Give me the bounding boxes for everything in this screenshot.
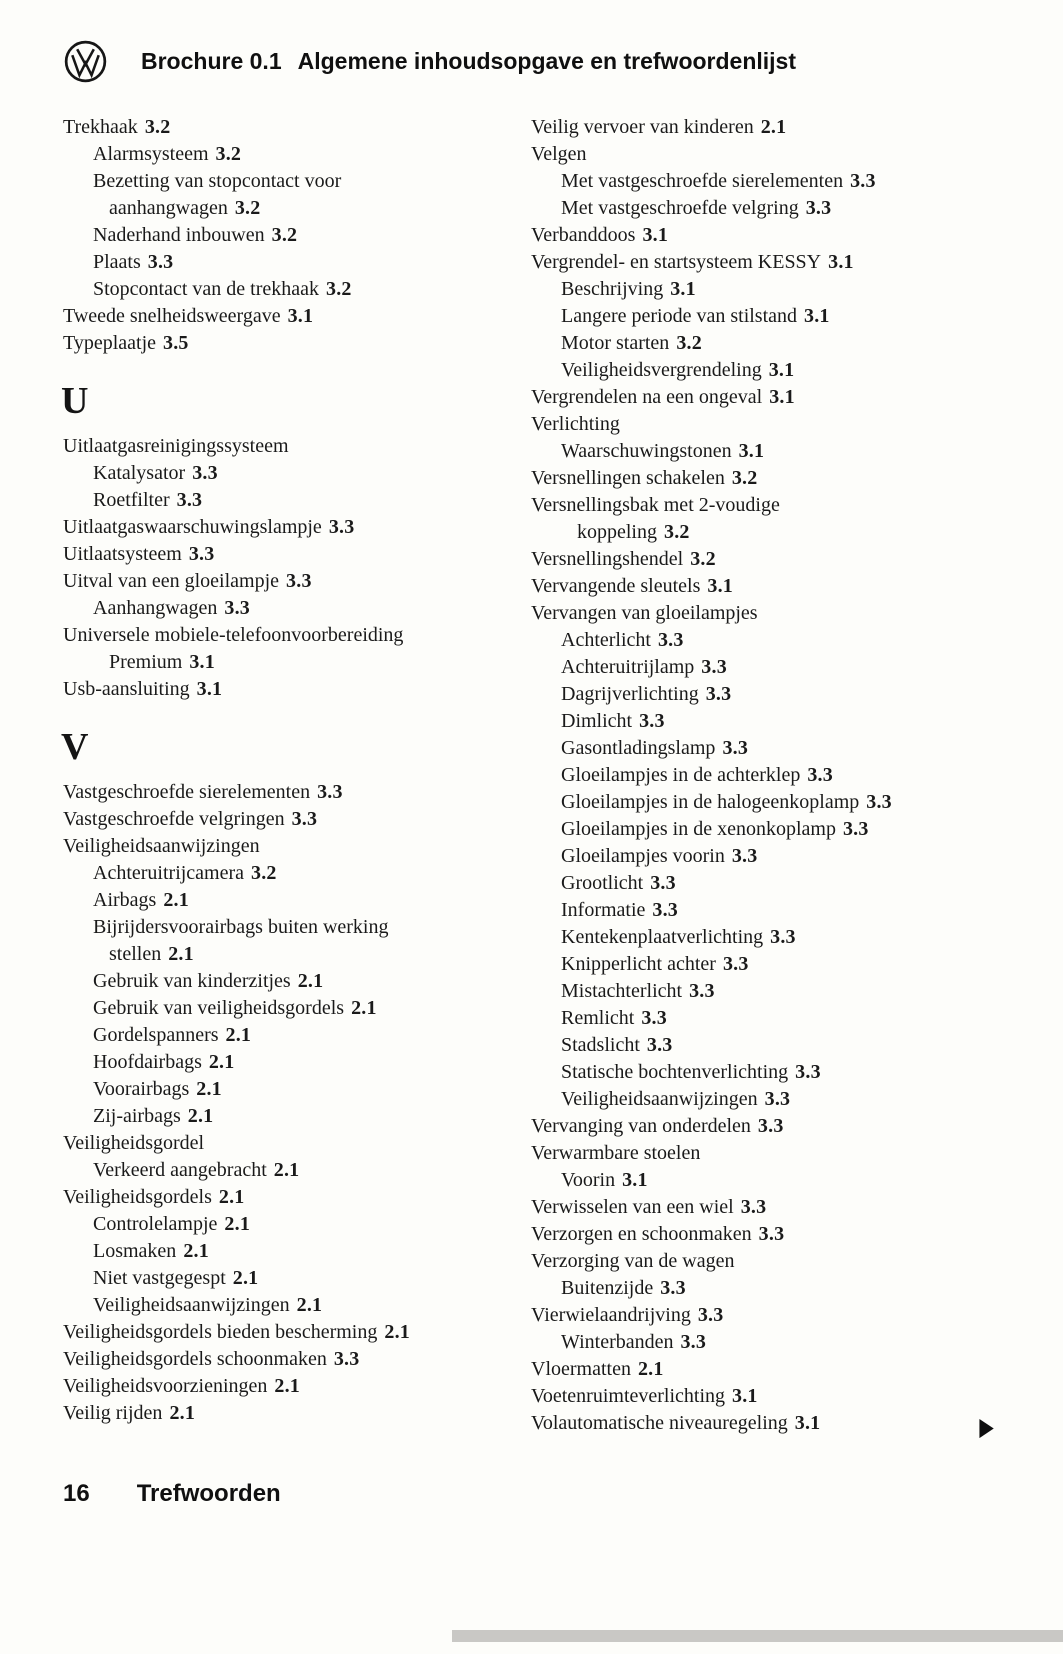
index-entry: Controlelampje 2.1 [93,1213,251,1235]
page-ref: 3.3 [740,1196,767,1218]
header-title-row [141,48,796,75]
index-entry: Vergrendelen na een ongeval 3.1 [531,386,795,408]
index-entry: Vloermatten 2.1 [531,1358,664,1380]
index-entry: Plaats 3.3 [93,251,174,273]
page-footer [63,1480,281,1508]
index-entry: Veiligheidsvergrendeling 3.1 [561,359,795,381]
page-ref: 3.3 [850,170,876,192]
index-entry: Veiligheidsgordels schoonmaken 3.3 [63,1348,360,1370]
index-entry: Met vastgeschroefde velgring 3.3 [561,197,832,219]
index-entry: Bezetting van stopcontact voor aanhangwagen 3.2 [93,170,342,219]
page-ref: 3.3 [866,791,892,813]
page-ref: 3.1 [769,386,795,408]
page-ref: 3.1 [794,1412,821,1434]
page-ref: 3.3 [286,570,312,592]
index-entry: Remlicht 3.3 [561,1007,667,1029]
page-ref: 3.2 [251,862,277,884]
index-entry: Gasontladingslamp 3.3 [561,737,749,759]
index-entry: Stadslicht 3.3 [561,1034,673,1056]
page-ref: 3.3 [650,872,676,894]
page-ref: 3.3 [641,1007,667,1029]
index-entry: Uitlaatsysteem 3.3 [63,543,215,565]
page-ref: 3.3 [770,926,796,948]
page-ref: 3.3 [758,1223,785,1245]
index-entry: Verwisselen van een wiel 3.3 [531,1196,767,1218]
page-ref: 3.3 [639,710,665,732]
page-ref: 3.3 [646,1034,673,1056]
index-entry: Roetfilter 3.3 [93,489,203,511]
page-title: Algemene inhoudsopgave en trefwoordenlijst [297,48,797,74]
page-ref: 3.3 [795,1061,821,1083]
page-ref: 3.3 [722,953,749,975]
index-entry: Voorin 3.1 [561,1169,648,1191]
page-ref: 3.1 [732,1385,758,1407]
page-ref: 2.1 [187,1105,214,1127]
page-ref: 3.3 [705,683,732,705]
page-ref: 3.2 [144,116,171,138]
page-ref: 3.1 [738,440,765,462]
page-ref: 2.1 [163,889,189,911]
page-ref: 3.2 [676,332,702,354]
index-entry: Vervanging van onderdelen 3.3 [531,1115,784,1137]
index-entry: Versnellingen schakelen 3.2 [531,467,758,489]
page-header [0,0,1063,83]
index-entry: Katalysator 3.3 [93,462,218,484]
page-ref: 3.2 [326,278,352,300]
index-entry: Bijrijdersvoorairbags buiten werking stellen 2.1 [93,916,389,965]
index-entry: Trekhaak 3.2 [63,116,171,138]
index-entry: Voetenruimteverlichting 3.1 [531,1385,758,1407]
index-entry: Uitlaatgasreinigingssysteem [63,435,289,457]
page-ref: 2.1 [183,1240,209,1262]
index-entry: Verkeerd aangebracht 2.1 [93,1159,300,1181]
page-ref: 3.1 [670,278,696,300]
index-entry: Usb-aansluiting 3.1 [63,678,223,700]
page-ref: 3.2 [664,521,690,543]
index-entry: Versnellingsbak met 2-voudige koppeling 3.2 [531,494,780,543]
index-entry: Grootlicht 3.3 [561,872,676,894]
page-ref: 3.3 [188,543,215,565]
page-ref: 2.1 [760,116,787,138]
index-entry: Verzorging van de wagen [531,1250,735,1272]
page-ref: 3.3 [333,1348,360,1370]
index-entry: Hoofdairbags 2.1 [93,1051,235,1073]
page-ref: 3.1 [189,651,215,673]
page-ref: 2.1 [169,1402,196,1424]
page-ref: 3.3 [701,656,727,678]
page-ref: 3.1 [768,359,795,381]
page-ref: 2.1 [296,1294,323,1316]
page-ref: 2.1 [637,1358,664,1380]
index-entry: Tweede snelheidsweergave 3.1 [63,305,314,327]
index-entry: Niet vastgegespt 2.1 [93,1267,259,1289]
index-entry: Vervangen van gloeilampjes [531,602,758,624]
page-ref: 3.3 [192,462,218,484]
index-entry: Gordelspanners 2.1 [93,1024,252,1046]
doc-code: Brochure 0.1 [141,48,282,74]
page-ref: 2.1 [225,1024,252,1046]
index-entry: Gloeilampjes in de halogeenkoplamp 3.3 [561,791,892,813]
index-entry: Voorairbags 2.1 [93,1078,222,1100]
index-entry: Veiligheidsaanwijzingen 3.3 [561,1088,791,1110]
index-entry: Veiligheidsaanwijzingen 2.1 [93,1294,323,1316]
page-ref: 3.5 [163,332,189,354]
index-entry: Buitenzijde 3.3 [561,1277,686,1299]
page-edge-bar [452,1630,1063,1642]
page-ref: 2.1 [351,997,377,1019]
continues-next-page-icon: ▶ [979,1412,994,1441]
index-entry: Achterlicht 3.3 [561,629,684,651]
page-ref: 3.3 [842,818,869,840]
page-ref: 2.1 [232,1267,259,1289]
index-entry: Alarmsysteem 3.2 [93,143,242,165]
index-entry: Vervangende sleutels 3.1 [531,575,733,597]
index-entry: Dimlicht 3.3 [561,710,665,732]
index-entry: Informatie 3.3 [561,899,679,921]
index-entry: Gebruik van veiligheidsgordels 2.1 [93,997,377,1019]
page-ref: 3.3 [147,251,174,273]
index-entry: Verbanddoos 3.1 [531,224,669,246]
index-column-right [531,114,978,1437]
page-ref: 3.3 [291,808,318,830]
page-ref: 3.2 [215,143,242,165]
page-ref: 2.1 [168,943,194,965]
index-entry: Universele mobiele-telefoonvoorbereiding Premium 3.1 [63,624,404,673]
index-entry: Motor starten 3.2 [561,332,702,354]
page-ref: 3.2 [731,467,758,489]
page-ref: 3.1 [196,678,223,700]
page-ref: 3.3 [657,629,684,651]
section-heading-v: V [61,726,89,768]
page-ref: 3.3 [660,1277,686,1299]
index-entry: Gloeilampjes in de xenonkoplamp 3.3 [561,818,869,840]
index-entry: Verwarmbare stoelen [531,1142,701,1164]
index-entry: Dagrijverlichting 3.3 [561,683,732,705]
page-ref: 2.1 [273,1159,300,1181]
page-ref: 3.3 [317,781,343,803]
index-entry: Volautomatische niveauregeling 3.1 [531,1412,821,1434]
index-entry: Aanhangwagen 3.3 [93,597,251,619]
index-entry: Kentekenplaatverlichting 3.3 [561,926,796,948]
index-entry: Verlichting [531,413,620,435]
page-ref: 3.1 [804,305,830,327]
page-ref: 2.1 [224,1213,251,1235]
index-entry: Verzorgen en schoonmaken 3.3 [531,1223,785,1245]
page-ref: 3.1 [828,251,854,273]
index-entry: Knipperlicht achter 3.3 [561,953,749,975]
page-ref: 2.1 [297,970,324,992]
index-entry: Zij-airbags 2.1 [93,1105,214,1127]
page-ref: 2.1 [196,1078,222,1100]
page-ref: 2.1 [218,1186,245,1208]
index-entry: Vierwielaandrijving 3.3 [531,1304,724,1326]
footer-section-label: Trefwoorden [136,1480,281,1507]
page-ref: 3.3 [176,489,203,511]
index-entry: Achteruitrijcamera 3.2 [93,862,277,884]
footer-page-number: 16 [63,1480,90,1507]
index-entry: Velgen [531,143,587,165]
index-entry: Veilig vervoer van kinderen 2.1 [531,116,787,138]
page-ref: 3.1 [622,1169,648,1191]
index-column-left [63,114,510,1437]
index-entry: Achteruitrijlamp 3.3 [561,656,727,678]
page-ref: 3.3 [328,516,355,538]
page-ref: 3.2 [690,548,716,570]
index-entry: Gloeilampjes in de achterklep 3.3 [561,764,833,786]
index-entry: Uitlaatgaswaarschuwingslampje 3.3 [63,516,355,538]
index-entry: Stopcontact van de trekhaak 3.2 [93,278,352,300]
index-entry: Gebruik van kinderzitjes 2.1 [93,970,324,992]
index-entry: Veiligheidsgordels bieden bescherming 2.1 [63,1321,410,1343]
index-entry: Beschrijving 3.1 [561,278,696,300]
page-ref: 3.3 [764,1088,791,1110]
index-entry: Vastgeschroefde sierelementen 3.3 [63,781,343,803]
index-entry: Vergrendel- en startsysteem KESSY 3.1 [531,251,854,273]
page-ref: 3.3 [680,1331,707,1353]
index-entry: Vastgeschroefde velgringen 3.3 [63,808,318,830]
page-ref: 2.1 [274,1375,301,1397]
page-ref: 3.2 [271,224,298,246]
index-entry: Typeplaatje 3.5 [63,332,189,354]
index-columns [63,114,1063,1437]
page-ref: 3.3 [722,737,749,759]
page-ref: 3.2 [234,197,261,219]
page-ref: 3.3 [224,597,251,619]
page-ref: 3.3 [731,845,758,867]
index-entry: Statische bochtenverlichting 3.3 [561,1061,821,1083]
index-entry: Waarschuwingstonen 3.1 [561,440,765,462]
index-entry: Gloeilampjes voorin 3.3 [561,845,758,867]
page-ref: 3.3 [689,980,715,1002]
index-entry: Veiligheidsgordels 2.1 [63,1186,245,1208]
page-ref: 3.1 [707,575,733,597]
page-ref: 3.3 [807,764,833,786]
page-ref: 3.1 [642,224,669,246]
page-ref: 3.3 [805,197,832,219]
page-ref: 2.1 [384,1321,410,1343]
index-entry: Naderhand inbouwen 3.2 [93,224,298,246]
index-entry: Losmaken 2.1 [93,1240,209,1262]
page-ref: 3.1 [287,305,314,327]
index-entry: Veilig rijden 2.1 [63,1402,196,1424]
index-entry: Mistachterlicht 3.3 [561,980,715,1002]
index-entry: Veiligheidsgordel [63,1132,205,1154]
index-entry: Veiligheidsvoorzieningen 2.1 [63,1375,301,1397]
index-entry: Airbags 2.1 [93,889,189,911]
vw-logo-icon [64,40,107,83]
index-entry: Met vastgeschroefde sierelementen 3.3 [561,170,876,192]
index-entry: Uitval van een gloeilampje 3.3 [63,570,312,592]
page-ref: 3.3 [652,899,679,921]
index-entry: Veiligheidsaanwijzingen [63,835,260,857]
page-ref: 3.3 [757,1115,784,1137]
section-heading-u: U [61,380,89,422]
page-ref: 3.3 [697,1304,724,1326]
index-entry: Winterbanden 3.3 [561,1331,707,1353]
index-entry: Versnellingshendel 3.2 [531,548,716,570]
page-ref: 2.1 [208,1051,235,1073]
index-entry: Langere periode van stilstand 3.1 [561,305,830,327]
